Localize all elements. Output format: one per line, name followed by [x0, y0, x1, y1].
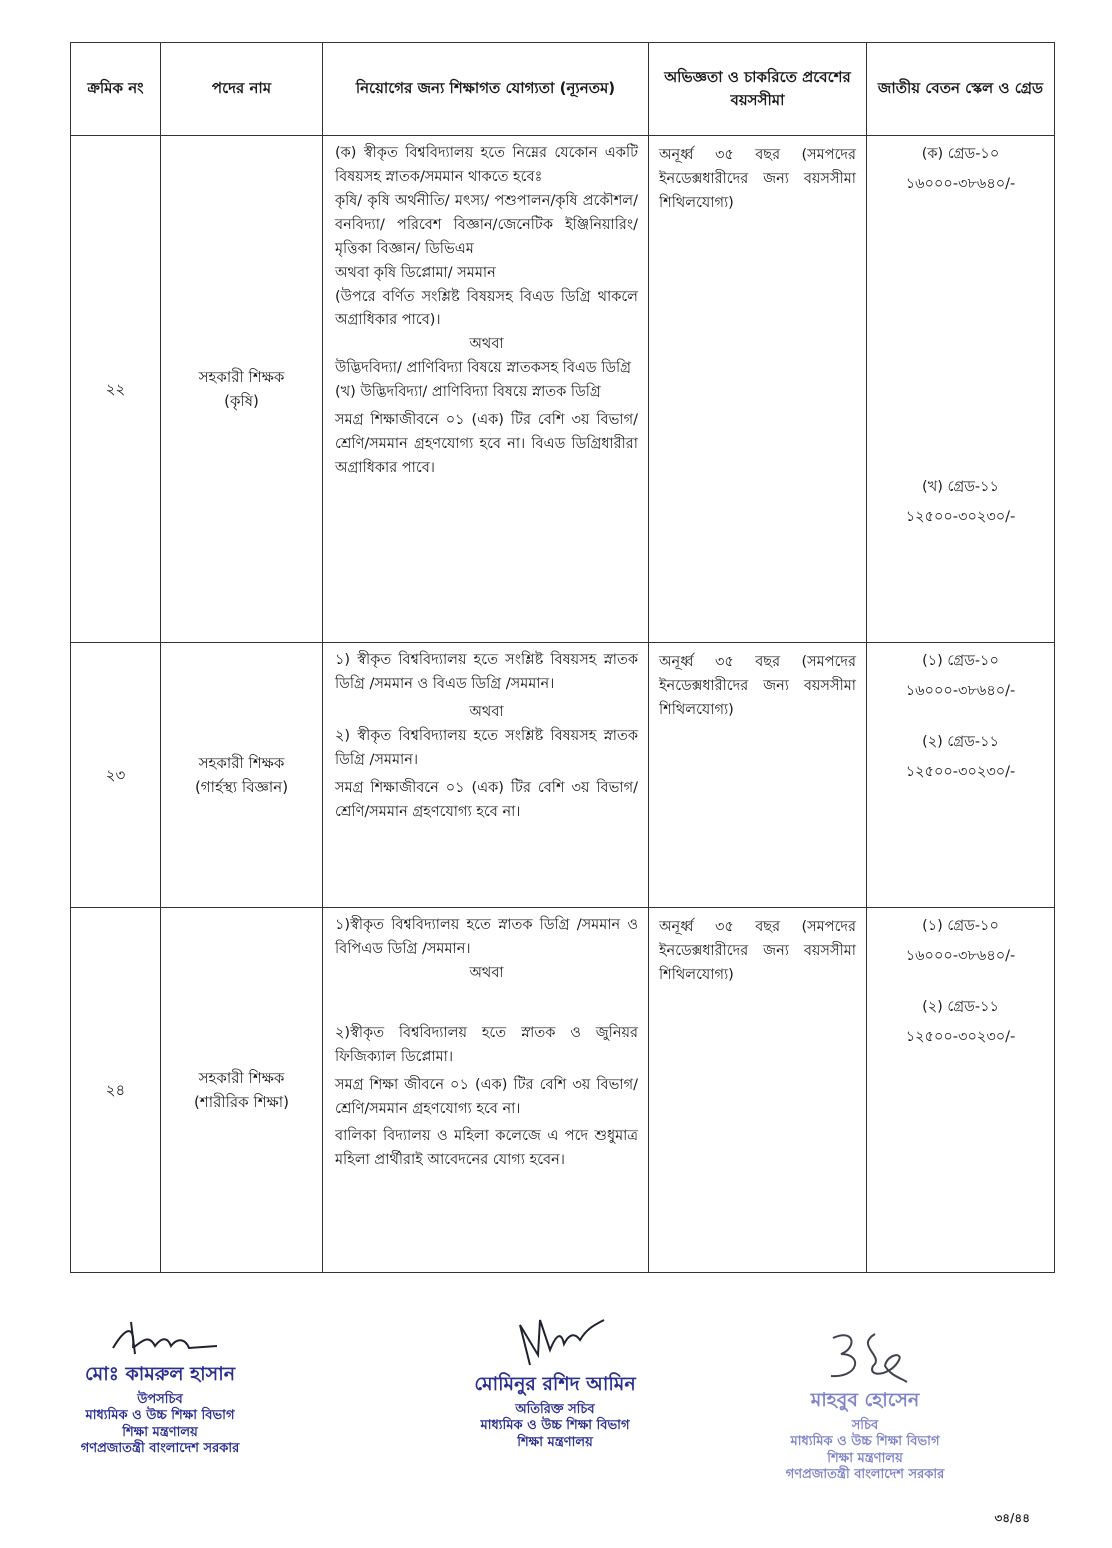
qualification-or: অথবা: [469, 336, 504, 353]
signatory-ministry: শিক্ষা মন্ত্রণালয়: [122, 1424, 198, 1440]
signatory-ministry: শিক্ষা মন্ত্রণালয়: [827, 1450, 903, 1466]
signatory-department: মাধ্যমিক ও উচ্চ শিক্ষা বিভাগ: [85, 1408, 235, 1424]
grade-label: (ক) গ্রেড-১০: [921, 146, 1000, 162]
signatory-department: মাধ্যমিক ও উচ্চ শিক্ষা বিভাগ: [480, 1418, 630, 1434]
pay-scale-cell: [867, 136, 1055, 643]
grade-label: (২) গ্রেড-১১: [922, 998, 999, 1015]
post-subject: (কৃষি): [224, 392, 259, 410]
signatory-designation: অতিরিক্ত সচিব: [515, 1402, 595, 1417]
handwritten-signature-icon: [500, 1310, 610, 1370]
post-name-cell: [161, 908, 323, 1273]
pay-range: ১৬০০০-৩৮৬৪০/-: [905, 948, 1016, 965]
table-row: [71, 643, 1055, 908]
qualification-cell: [323, 136, 649, 643]
post-title: সহকারী শিক্ষক: [198, 368, 285, 386]
signature-block-secretary: [740, 1326, 990, 1483]
page-number: ৩৪/৪৪: [994, 1511, 1030, 1525]
header-post-name: পদের নাম: [161, 43, 323, 136]
grade-label: (২) গ্রেড-১১: [922, 733, 999, 750]
header-pay-scale: জাতীয় বেতন স্কেল ও গ্রেড: [867, 43, 1055, 136]
post-subject: (গার্হস্থ্য বিজ্ঞান): [194, 778, 289, 796]
qualification-line: কৃষি/ কৃষি অর্থনীতি/ মৎস্য/ পশুপালন/কৃষি প্রকৌশল/ বনবিদ্যা/ পরিবেশ বিজ্ঞান/জেনেটিক ইঞ্জিনিয়ারিং/ মৃত্তিকা বিজ্ঞান/ ডিভিএম: [335, 192, 638, 257]
post-name-cell: [161, 136, 323, 643]
handwritten-signature-icon: [95, 1318, 225, 1360]
table-header-row: [71, 43, 1055, 136]
pay-range: ১২৫০০-৩০২৩০/-: [905, 763, 1016, 780]
qualification-line: ২)স্বীকৃত বিশ্ববিদ্যালয় হতে স্নাতক ও জুনিয়র ফিজিক্যাল ডিপ্লোমা।: [335, 1024, 638, 1065]
qualification-note: সমগ্র শিক্ষাজীবনে ০১ (এক) টির বেশি ৩য় বিভাগ/শ্রেণি/সমমান গ্রহণযোগ্য হবে না। বিএড ডিগ্রিধারীরা অগ্রাধিকার পাবে।: [335, 412, 638, 476]
serial-cell: ২২: [71, 136, 161, 643]
post-subject: (শারীরিক শিক্ষা): [194, 1093, 289, 1111]
age-limit-cell: অনূর্ধ্ব ৩৫ বছর (সমপদের ইনডেক্সধারীদের জন্য বয়সসীমা শিথিলযোগ্য): [649, 908, 867, 1273]
serial-cell: ২৩: [71, 643, 161, 908]
qualification-line: অথবা কৃষি ডিপ্লোমা/ সমমান: [335, 264, 496, 281]
age-limit-cell: অনূর্ধ্ব ৩৫ বছর (সমপদের ইনডেক্সধারীদের জন্য বয়সসীমা শিথিলযোগ্য): [649, 136, 867, 643]
signatory-name: মোঃ কামরুল হাসান: [84, 1363, 236, 1385]
header-serial: ক্রমিক নং: [71, 43, 161, 136]
grade-label: (১) গ্রেড-১০: [922, 653, 999, 669]
grade-label: (খ) গ্রেড-১১: [922, 478, 999, 495]
pay-scale-cell: [867, 643, 1055, 908]
qualification-or: অথবা: [469, 703, 504, 720]
qualification-note: সমগ্র শিক্ষা জীবনে ০১ (এক) টির বেশি ৩য় বিভাগ/শ্রেণি/সমমান গ্রহণযোগ্য হবে না।: [335, 1076, 638, 1117]
post-title: সহকারী শিক্ষক: [198, 1069, 285, 1087]
signature-block-deputy-secretary: [30, 1318, 290, 1457]
pay-range: ১২৫০০-৩০২৩০/-: [905, 1028, 1016, 1045]
age-limit-cell: অনূর্ধ্ব ৩৫ বছর (সমপদের ইনডেক্সধারীদের জন্য বয়সসীমা শিথিলযোগ্য): [649, 643, 867, 908]
qualification-line: (ক) স্বীকৃত বিশ্ববিদ্যালয় হতে নিম্নের যেকোন একটি বিষয়সহ স্নাতক/সমমান থাকতে হবেঃ: [335, 145, 638, 185]
qualification-line: ১) স্বীকৃত বিশ্ববিদ্যালয় হতে সংশ্লিষ্ট বিষয়সহ স্নাতক ডিগ্রি /সমমান ও বিএড ডিগ্রি /সমমান।: [335, 652, 638, 692]
qualification-line: (উপরে বর্ণিত সংশ্লিষ্ট বিষয়সহ বিএড ডিগ্রি থাকলে অগ্রাধিকার পাবে)।: [335, 288, 638, 329]
table-row: [71, 136, 1055, 643]
pay-range: ১৬০০০-৩৮৬৪০/-: [905, 176, 1016, 193]
pay-scale-cell: [867, 908, 1055, 1273]
serial-cell: ২৪: [71, 908, 161, 1273]
handwritten-signature-icon: [815, 1326, 915, 1386]
qualification-or: অথবা: [469, 964, 504, 981]
pay-range: ১৬০০০-৩৮৬৪০/-: [905, 683, 1016, 700]
grade-label: (১) গ্রেড-১০: [922, 918, 999, 934]
qualification-note: সমগ্র শিক্ষাজীবনে ০১ (এক) টির বেশি ৩য় বিভাগ/শ্রেণি/সমমান গ্রহণযোগ্য হবে না।: [335, 779, 638, 820]
post-title: সহকারী শিক্ষক: [198, 754, 285, 772]
signatory-government: গণপ্রজাতন্ত্রী বাংলাদেশ সরকার: [80, 1440, 240, 1456]
header-age-limit: অভিজ্ঞতা ও চাকরিতে প্রবেশের বয়সসীমা: [649, 43, 867, 136]
signatory-name: মোমিনুর রশিদ আমিন: [474, 1373, 636, 1395]
qualification-line: উদ্ভিদবিদ্যা/ প্রাণিবিদ্যা বিষয়ে স্নাতকসহ বিএড ডিগ্রি: [335, 360, 632, 377]
signatory-name: মাহবুব হোসেন: [810, 1389, 920, 1411]
signatory-ministry: শিক্ষা মন্ত্রণালয়: [517, 1434, 593, 1450]
signature-block-additional-secretary: [420, 1310, 690, 1451]
signatory-department: মাধ্যমিক ও উচ্চ শিক্ষা বিভাগ: [790, 1434, 940, 1450]
signatory-government: গণপ্রজাতন্ত্রী বাংলাদেশ সরকার: [785, 1466, 945, 1482]
pay-range: ১২৫০০-৩০২৩০/-: [905, 508, 1016, 525]
header-qualification: নিয়োগের জন্য শিক্ষাগত যোগ্যতা (ন্যূনতম): [323, 43, 649, 136]
qualification-note: বালিকা বিদ্যালয় ও মহিলা কলেজে এ পদে শুধুমাত্র মহিলা প্রার্থীরাই আবেদনের যোগ্য হবেন।: [335, 1128, 638, 1169]
signatory-designation: উপসচিব: [137, 1392, 183, 1407]
qualification-line: (খ) উদ্ভিদবিদ্যা/ প্রাণিবিদ্যা বিষয়ে স্নাতক ডিগ্রি: [335, 384, 601, 401]
qualification-cell: [323, 643, 649, 908]
post-name-cell: [161, 643, 323, 908]
qualification-cell: [323, 908, 649, 1273]
qualification-line: ২) স্বীকৃত বিশ্ববিদ্যালয় হতে সংশ্লিষ্ট বিষয়সহ স্নাতক ডিগ্রি /সমমান।: [335, 727, 638, 768]
qualification-line: ১)স্বীকৃত বিশ্ববিদ্যালয় হতে স্নাতক ডিগ্রি /সমমান ও বিপিএড ডিগ্রি /সমমান।: [335, 917, 638, 957]
recruitment-qualification-table: [70, 42, 1055, 1273]
signatory-designation: সচিব: [851, 1418, 879, 1433]
table-row: [71, 908, 1055, 1273]
